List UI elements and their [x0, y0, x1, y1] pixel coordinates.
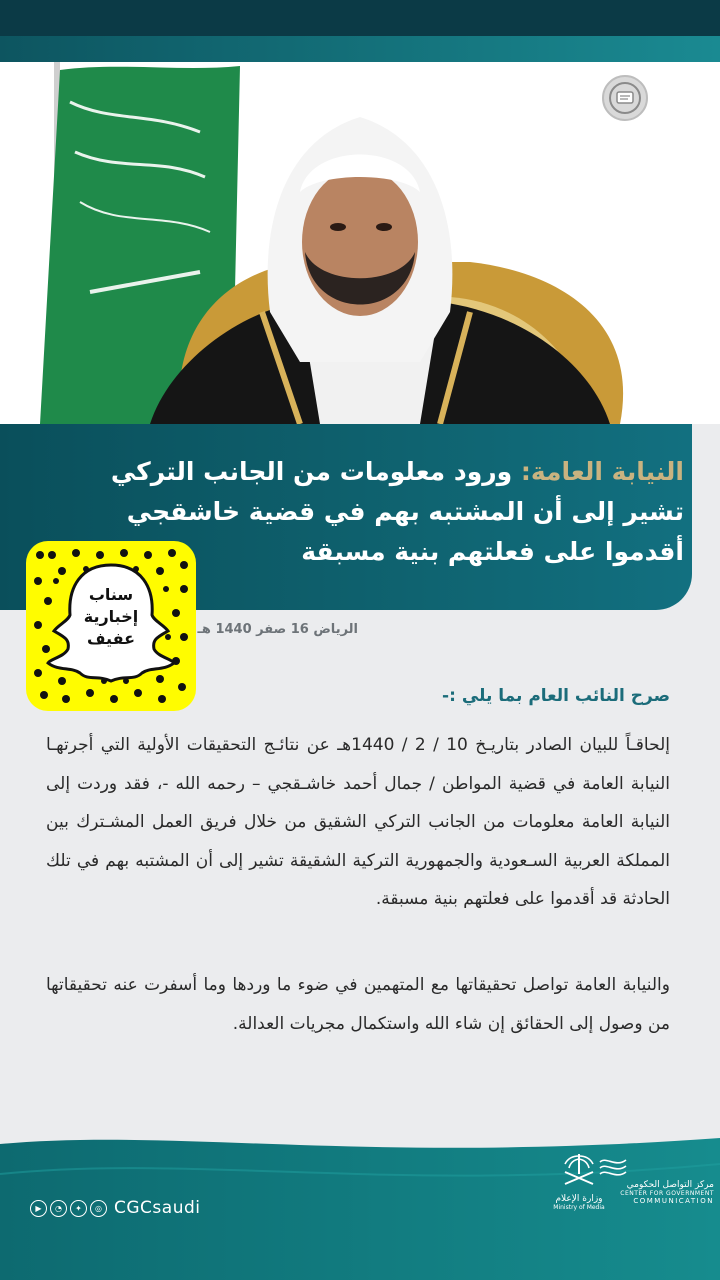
- cgc-name-ar: مركز التواصل الحكومي: [626, 1180, 714, 1190]
- snapcode-line-1: سناب: [88, 585, 134, 604]
- palm-swords-icon: [559, 1150, 599, 1188]
- social-handle[interactable]: CGCsaudi: [114, 1198, 201, 1218]
- cgc-name-en-2: COMMUNICATION: [633, 1197, 714, 1205]
- snapcode-label: [76, 584, 146, 650]
- instagram-icon[interactable]: ◎: [90, 1200, 107, 1217]
- youtube-icon[interactable]: ▶: [30, 1200, 47, 1217]
- snapchat-icon[interactable]: ◔: [50, 1200, 67, 1217]
- headline-text: ورود معلومات من الجانب التركي تشير إلى أن المشتبه بهم في قضية خاشقجي أقدموا على فعلتهم بنية مسبقة: [110, 457, 684, 566]
- cgc-logo: [596, 1154, 714, 1205]
- ministry-name-en: Ministry of Media: [553, 1204, 605, 1211]
- top-bar: [0, 0, 720, 36]
- snapcode-line-3: عفيف: [86, 629, 136, 648]
- cgc-name-en-1: CENTER FOR GOVERNMENT: [620, 1190, 714, 1197]
- paragraph-1: إلحاقـاً للبيان الصادر بتاريـخ 10 / 2 / 1440هـ عن نتائـج التحقيقات الأولية التي أجرتهـا النيابة العامة في قضية المواطن / جمال أحمد خاشـقجي – رحمه الله -، فقد وردت إلى النيابة العامة معلومات من الجانب التركي الشقيق من خلال فريق العمل المشـترك بين المملكة العربية السـعودية والجمهورية التركية الشقيقة تشير إلى أن المشتبه بهم في تلك الحادثة قد أقدموا على فعلتهم بنية مسبقة.: [46, 735, 670, 909]
- cgc-logo-icon: [601, 74, 649, 122]
- paragraph-2: والنيابة العامة تواصل تحقيقاتها مع المتهمين في ضوء ما وردها وما أسفرت عنه تحقيقاتها من وصول إلى الحقائق إن شاء الله واستكمال مجريات العدالة.: [46, 975, 670, 1034]
- ministry-name-ar: وزارة الإعلام: [555, 1194, 603, 1204]
- twitter-icon[interactable]: ✦: [70, 1200, 87, 1217]
- snapcode-line-2: إخبارية: [83, 607, 139, 626]
- cgc-wave-icon: [596, 1154, 636, 1182]
- snapcode[interactable]: [26, 541, 196, 711]
- dateline: الرياض 16 صفر 1440 هـ: [197, 622, 358, 637]
- top-stripe: [0, 36, 720, 62]
- headline-prefix: النيابة العامة:: [520, 457, 684, 486]
- social-links: [30, 1198, 200, 1218]
- subtitle: صرح النائب العام بما يلي :-: [442, 686, 670, 706]
